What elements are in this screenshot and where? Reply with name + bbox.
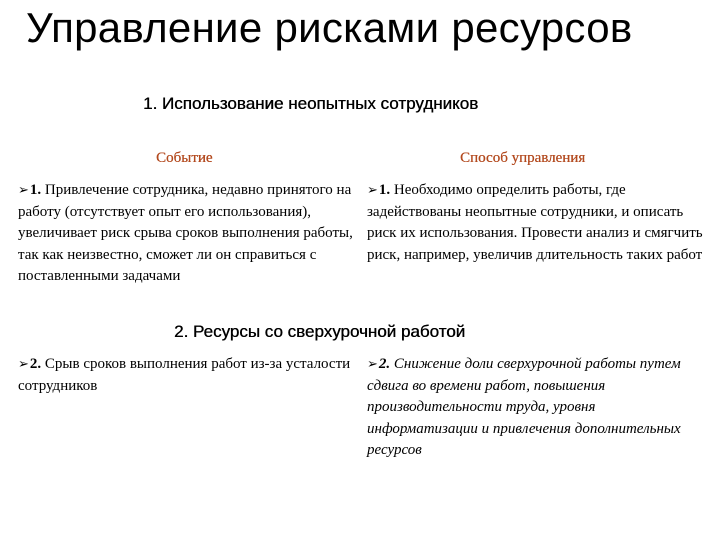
- event-1-number: 1.: [29, 182, 42, 198]
- event-2-text: Срыв сроков выполнения работ из-за усталости сотрудников: [18, 356, 351, 394]
- method-2-number: 2.: [378, 356, 391, 372]
- section-1-event-item: [18, 180, 360, 288]
- method-2-text: Снижение доли сверхурочной работы путем сдвига во времени работ, повышения производительности труда, уровня информатизации и привлечения дополнительных ресурсов: [367, 356, 681, 458]
- section-1-method-item: [367, 180, 713, 266]
- section-2-method-item: [367, 354, 707, 462]
- arrow-bullet-icon: ➢: [367, 183, 378, 198]
- event-1-text: Привлечение сотрудника, недавно принятого на работу (отсутствует опыт его использования), увеличивает риск срыва сроков выполнения работы, так как неизвестно, сможет ли он справиться с поставленными задачами: [18, 182, 353, 284]
- arrow-bullet-icon: ➢: [18, 357, 29, 372]
- arrow-bullet-icon: ➢: [18, 183, 29, 198]
- section-1-heading: 1. Использование неопытных сотрудников: [143, 94, 479, 113]
- section-2-event-item: [18, 354, 354, 397]
- column-header-method: Способ управления: [460, 150, 586, 166]
- section-2-heading: 2. Ресурсы со сверхурочной работой: [174, 322, 466, 341]
- column-header-event: Событие: [156, 150, 213, 166]
- method-1-text: Необходимо определить работы, где задействованы неопытные сотрудники, и описать риск их использования. Провести анализ и смягчить риск, например, увеличив длительность таких работ: [367, 182, 703, 263]
- arrow-bullet-icon: ➢: [367, 357, 378, 372]
- method-1-number: 1.: [378, 182, 391, 198]
- slide-title: Управление рисками ресурсов: [26, 4, 633, 51]
- event-2-number: 2.: [29, 356, 42, 372]
